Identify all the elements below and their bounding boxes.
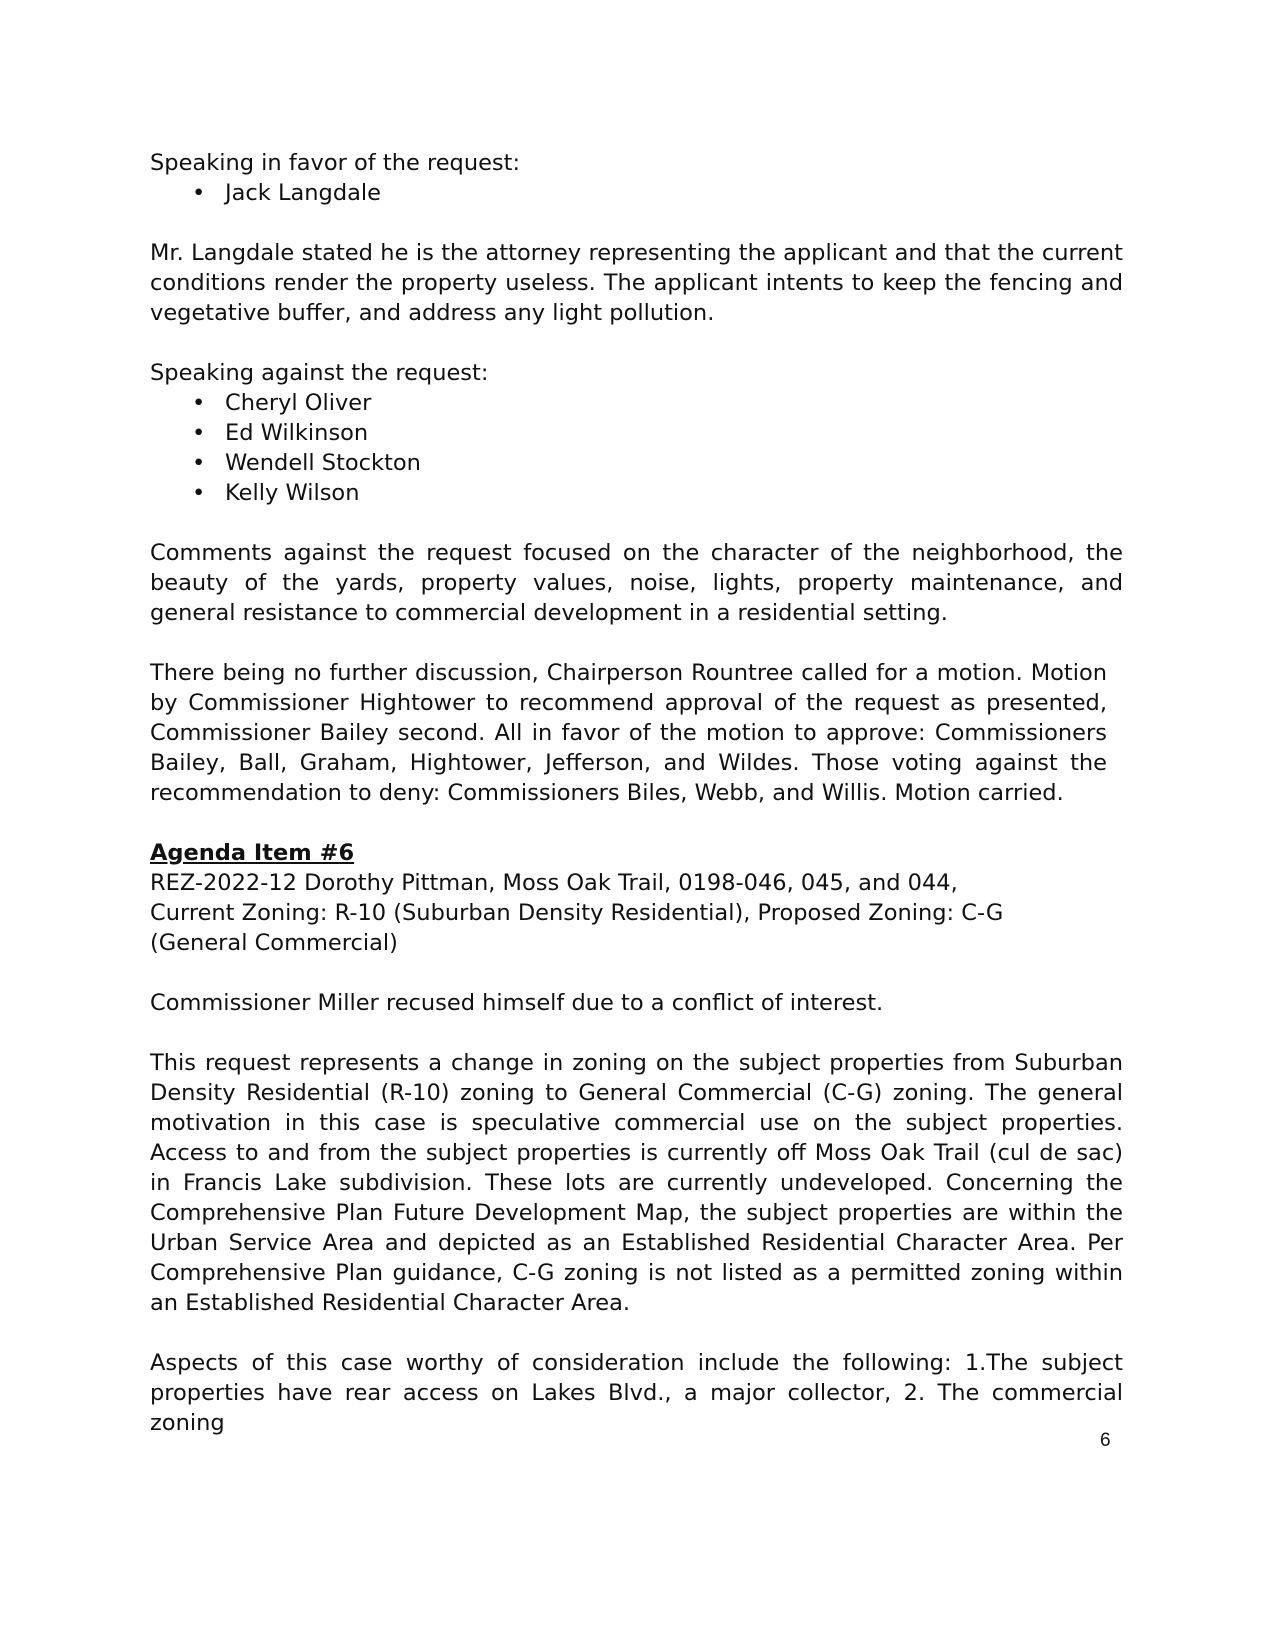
comments-against-paragraph: Comments against the request focused on the character of the neighborhood, the beauty of the yards, property values, noise, lights, property maintenance, and general resistance to commercial development in a residential setting. <box>150 540 1123 626</box>
speaker-name: Ed Wilkinson <box>225 420 369 446</box>
favor-label: Speaking in favor of the request: <box>150 150 521 176</box>
against-speaker-list <box>150 388 1123 508</box>
bullet-icon: • <box>192 450 206 476</box>
speaker-name: Jack Langdale <box>225 180 382 206</box>
bullet-icon: • <box>192 480 206 506</box>
list-item <box>150 448 1123 478</box>
speaker-name: Wendell Stockton <box>225 450 421 476</box>
request-description-paragraph: This request represents a change in zoning on the subject properties from Suburban Density Residential (R-10) zoning to General Commercial (C-G) zoning. The general motivation in this case is speculative commercial use on the subject properties. Access to and from the subject properties is currently off Moss Oak Trail (cul de sac) in Francis Lake subdivision. These lots are currently undeveloped. Concerning the Comprehensive Plan Future Development Map, the subject properties are within the Urban Service Area and depicted as an Established Residential Character Area. Per Comprehensive Plan guidance, C-G zoning is not listed as a permitted zoning within an Established Residential Character Area. <box>150 1050 1123 1316</box>
list-item <box>150 418 1123 448</box>
agenda-item-description: REZ-2022-12 Dorothy Pittman, Moss Oak Trail, 0198-046, 045, and 044, Current Zoning: R-10 (Suburban Density Residential), Proposed Zoning: C-G (General Commercial) <box>150 870 1004 956</box>
motion-paragraph: There being no further discussion, Chairperson Rountree called for a motion. Motion by Commissioner Hightower to recommend approval of the request as presented, Commissioner Bailey second. All in favor of the motion to approve: Commissioners Bailey, Ball, Graham, Hightower, Jefferson, and Wildes. Those voting against the recommendation to deny: Commissioners Biles, Webb, and Willis. Motion carried. <box>150 660 1107 806</box>
bullet-icon: • <box>192 390 206 416</box>
langdale-statement: Mr. Langdale stated he is the attorney representing the applicant and that the current conditions render the property useless. The applicant intents to keep the fencing and vegetative buffer, and address any light pollution. <box>150 240 1123 326</box>
list-item <box>150 178 1123 208</box>
speaker-name: Cheryl Oliver <box>225 390 372 416</box>
bullet-icon: • <box>192 420 206 446</box>
speaker-name: Kelly Wilson <box>225 480 360 506</box>
against-label: Speaking against the request: <box>150 360 489 386</box>
page-number: 6 <box>1100 1430 1111 1451</box>
list-item <box>150 478 1123 508</box>
bullet-icon: • <box>192 180 206 206</box>
document-page <box>150 148 1123 1438</box>
recusal-paragraph: Commissioner Miller recused himself due to a conflict of interest. <box>150 990 884 1016</box>
aspects-paragraph: Aspects of this case worthy of consideration include the following: 1.The subject properties have rear access on Lakes Blvd., a major collector, 2. The commercial zoning <box>150 1350 1123 1436</box>
favor-speaker-list <box>150 178 1123 208</box>
agenda-item-heading: Agenda Item #6 <box>150 840 355 866</box>
list-item <box>150 388 1123 418</box>
